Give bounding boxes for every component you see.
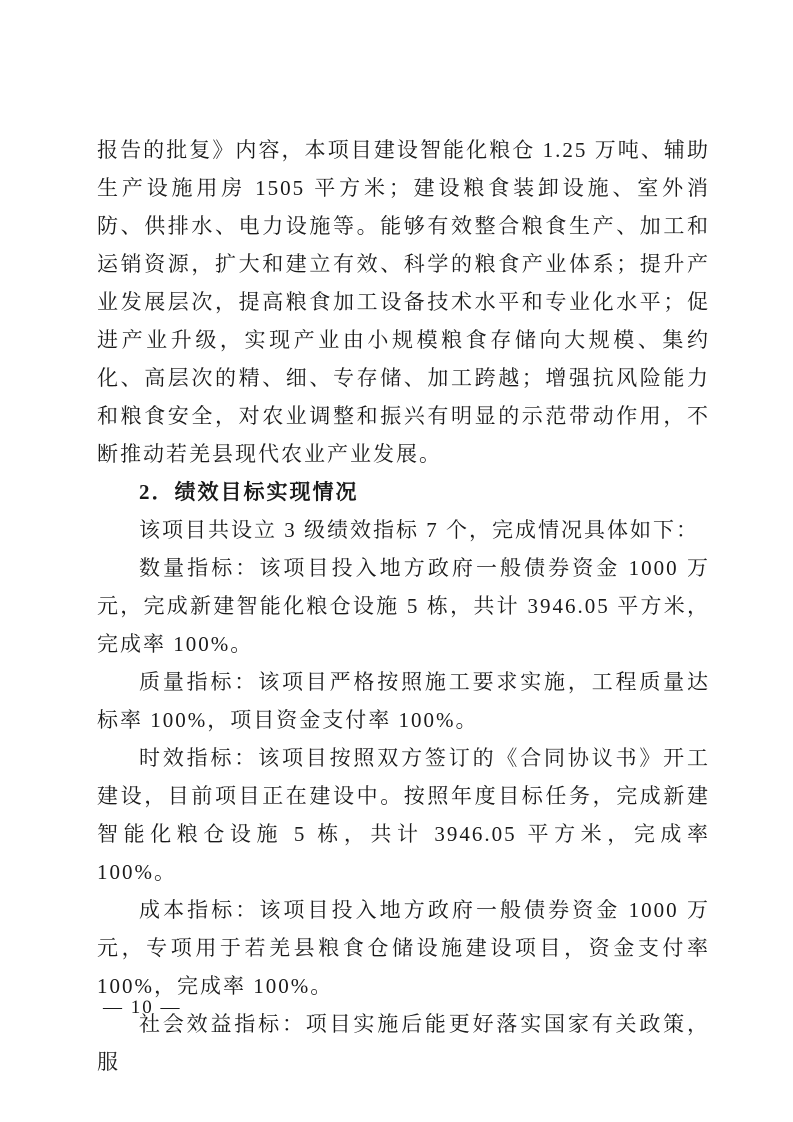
paragraph-continuation: 报告的批复》内容，本项目建设智能化粮仓 1.25 万吨、辅助生产设施用房 1505 平方米；建设粮食装卸设施、室外消防、供排水、电力设施等。能够有效整合粮食生产、加工和运销资源，扩大和建立有效、科学的粮食产业体系；提升产业发展层次，提高粮食加工设备技术水平和专业化水平；促进产业升级，实现产业由小规模粮食存储向大规模、集约化、高层次的精、细、专存储、加工跨越；增强抗风险能力和粮食安全，对农业调整和振兴有明显的示范带动作用，不断推动若羌县现代农业产业发展。 [97, 138, 710, 466]
paragraph-indicator-overview: 该项目共设立 3 级绩效指标 7 个，完成情况具体如下： [139, 518, 699, 542]
paragraph-quality-indicator: 质量指标：该项目严格按照施工要求实施，工程质量达标率 100%，项目资金支付率 100%。 [97, 670, 710, 732]
section-heading: 2．绩效目标实现情况 [139, 480, 359, 504]
paragraph-cost-indicator: 成本指标：该项目投入地方政府一般债券资金 1000 万元，专项用于若羌县粮食仓储设施建设项目，资金支付率 100%，完成率 100%。 [97, 898, 710, 998]
paragraph-timeliness-indicator: 时效指标：该项目按照双方签订的《合同协议书》开工建设，目前项目正在建设中。按照年度目标任务，完成新建智能化粮仓设施 5 栋，共计 3946.05 平方米，完成率 100%。 [97, 746, 710, 884]
paragraph-social-benefit-indicator: 社会效益指标：项目实施后能更好落实国家有关政策，服 [97, 1012, 710, 1074]
paragraph-quantity-indicator: 数量指标：该项目投入地方政府一般债券资金 1000 万元，完成新建智能化粮仓设施 5 栋，共计 3946.05 平方米，完成率 100%。 [97, 556, 710, 656]
page-number: — 10 — [103, 997, 182, 1018]
document-body [97, 131, 710, 1081]
